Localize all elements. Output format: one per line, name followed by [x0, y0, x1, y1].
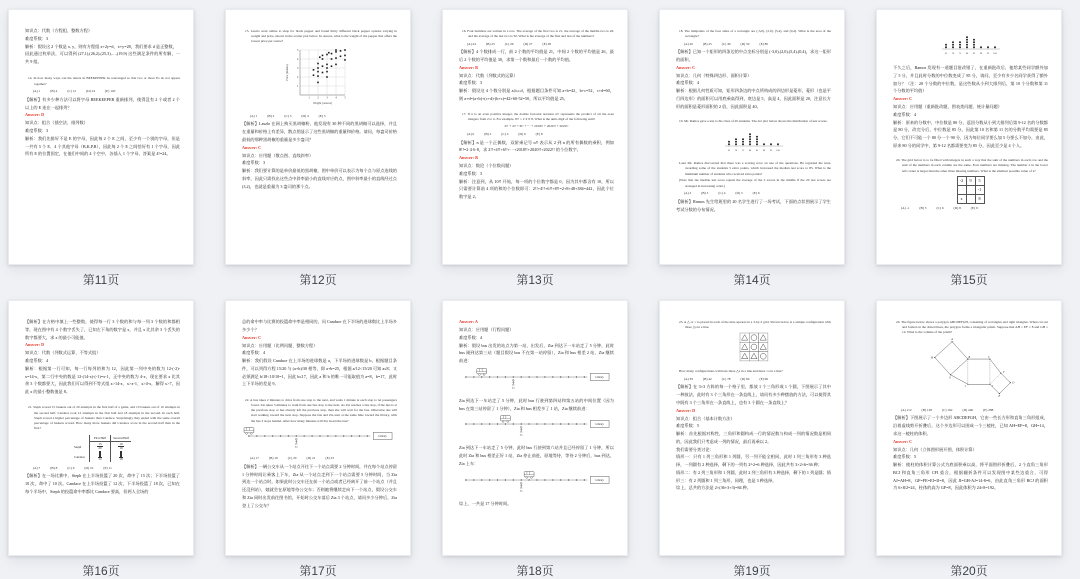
page-thumbnail[interactable]	[442, 9, 628, 287]
choice-option: (D) 8	[953, 206, 961, 211]
choice-option: (C) 4	[718, 191, 726, 196]
solution-text-line: 【解析】Ramos 先生给班里的 20 名学生进行了一场考试，下面的点状图展示了学生考试分数的分布情况。	[676, 198, 831, 212]
svg-text:D: D	[1011, 381, 1014, 385]
svg-text:4: 4	[334, 96, 337, 100]
page-label: 第15页	[950, 273, 988, 287]
answer-line: Answer: D	[25, 112, 45, 118]
page-thumbnail[interactable]	[659, 300, 845, 578]
choice-option: (C) 3	[284, 113, 292, 118]
solution-text-line: 解析：假设这 2 个数是 x, y，则有方程组 x+2y=d，x+y=28，我们要求 d 是正整数，	[25, 43, 177, 49]
solution-text-line: 知识点：代数（方程组、整数方程）	[25, 28, 93, 33]
solution-text-line: 难度系数：4	[893, 111, 917, 117]
solution-text-line: 【解析】在一场比赛中，Steph 在上半场投篮了 20 次，命中了 15 次；下半场投篮了 10 次，命中了 10 次。Candace 在上半场投篮了 12 次，下半场投篮了 18 次，已知在每个半场中，Steph 的投篮命中率都比 Candace 要高，但两人全场的	[25, 473, 180, 494]
figure-wrapper	[459, 470, 614, 498]
choices-row	[25, 466, 180, 470]
choice-option: (A) 17	[250, 456, 259, 461]
choice-option: (B) 19	[268, 456, 278, 461]
svg-text:Library: Library	[595, 423, 604, 427]
problem-text: 20. The grid below is to be filled with integers in such a way that the sum of the numbers in each row and the sum of the numbers in each column are the same. Four numbers are missing. The number x in the lower left corner is larger than the other three missing numbers. What is the smallest possible value of x?	[896, 158, 1048, 173]
solution-text-line: 情形一：只有 1 列三角形和 1 列圆，另一列不能全相同，此时 1 列三角形有 3 种选择，一列圆有 2 种选择，剩下的一列有 2³-2=6 种选择，因此共有 3×2×6=36 种；	[676, 454, 831, 468]
solution-text-line: 【解析】n 是一个正偶数，双阶乘记号 n!! 表示从 2 到 n 的所有偶数的乘积，例如 8!!=2·4·6·8，求 2!!+4!!+6!!+⋯+2018!!+2020!!+2022!! 的个位数字。	[459, 139, 614, 153]
solution-text-line: 知识点：代数（列数式的运算）	[459, 72, 518, 78]
solution-text-line: 知识点：几何（特殊四边形、面积计算）	[676, 72, 752, 78]
svg-text:75: 75	[958, 52, 961, 55]
choice-option: (C) 40	[721, 41, 731, 46]
svg-text:5: 5	[343, 96, 346, 100]
bus-icon	[244, 427, 254, 434]
grid-cell	[966, 194, 975, 203]
page-preview	[442, 9, 628, 265]
bus-route-figure	[462, 367, 612, 390]
choices-row	[459, 42, 614, 46]
solution-text-line: Zia 到达下一车站走了 5 分钟，此时 bus 行驶到第四站和第五站的中间位置（因为 bus 在第三站停留了 1 分钟），Zia 和 bus 相差多了 1 站，Zia 继续前进：	[459, 397, 614, 411]
choice-option: (B) 3	[701, 191, 709, 196]
solution-text-line: 难度系数：5	[676, 423, 700, 429]
grid-cell: 5	[975, 176, 984, 185]
dot-plot-figure	[722, 126, 786, 154]
page-preview	[8, 300, 194, 556]
choice-option: (C) 26	[504, 41, 514, 46]
spacer	[459, 103, 614, 111]
table-row	[74, 452, 131, 462]
choices-row	[676, 191, 831, 195]
choice-option: (C) 20	[287, 456, 297, 461]
problem-text: 23. A △ or ○ is placed in each of the nine squares in a 3-by-3 grid. Shown below is a sample configuration with three △s in a line.	[679, 319, 831, 329]
choice-option: (E) 96	[759, 376, 769, 381]
svg-text:1: 1	[307, 96, 310, 100]
page-preview	[442, 300, 628, 556]
choice-option: (D) 50	[740, 41, 750, 46]
svg-text:90: 90	[762, 149, 765, 152]
bus-route-figure	[462, 470, 612, 493]
choice-option: (C) 78	[721, 376, 731, 381]
choice-option: (E) 5	[318, 113, 326, 118]
grid-cell	[957, 185, 966, 194]
solution-text-line: 【解析】Laszlo 在网上购买黑胡椒粉，他发现有 30 种不同的黑胡椒可以选择，并且在重量和价格上有差异，散点图显示了这些黑胡椒的重量和价格。请问，每盎司价格最低的那种黑胡椒的重量是多少盎司？	[242, 121, 397, 142]
solution-text-line: 解析：注意到，从 10!! 开始，每一项的个位数字都是 0，因为其中都含有 10，所以只需要计算前 4 项的和的个位数即可：2!!+4!!+6!!+8!!=2+8+48+384=442，因此个位数字是 2。	[459, 178, 614, 200]
solution-text-line: 难度系数：3	[242, 160, 266, 166]
figure-wrapper	[242, 46, 397, 111]
svg-text:2: 2	[316, 96, 319, 100]
choice-option: (A) 24	[467, 41, 476, 46]
choice-option: (B) 2	[484, 132, 492, 137]
figure-wrapper	[676, 126, 831, 159]
choices-row	[25, 89, 180, 93]
answer-line: Answer: C	[893, 438, 913, 444]
choice-option: (C) 12	[67, 89, 77, 94]
choice-option: (A) 39	[684, 376, 693, 381]
choice-option: (C) 9	[67, 465, 75, 470]
page-preview	[659, 300, 845, 556]
solution-text-line: 总的命中率与比赛的投篮命中率是相同的，问 Candace 在下半场的进球数比上半场多多少个？	[242, 319, 397, 332]
column-header: Second Half	[110, 435, 131, 442]
page-label: 第20页	[950, 564, 988, 578]
solution-text-line: 知识点：应用题（行程问题）	[459, 326, 514, 332]
library-box	[590, 373, 609, 380]
answer-line: Answer: C	[242, 144, 262, 150]
choice-option: (A) 7	[33, 465, 41, 470]
solution-text-line: 解析：假设这 4 个数分别是 a,b,c,d，根据题目条件可知 a+b=42，b+c=52，c+d=60，则 a+d=(a+b)+(c+d)-(b+c)=42+60-52=50，所以平均值是 25。	[459, 88, 614, 101]
choice-option: (B) 5	[919, 206, 927, 211]
answer-line: Answer: D	[25, 342, 45, 348]
bus-route-figure	[462, 414, 612, 437]
choice-option: (B) 4	[50, 89, 58, 94]
solution-text-line: 知识点：几何（立体图形展开图、体积计算）	[893, 446, 977, 452]
prism-net-figure	[926, 337, 1016, 400]
svg-text:Library: Library	[595, 375, 604, 379]
solution-text-line: 知识点：组合（基本计数方法）	[676, 415, 735, 421]
library-box	[590, 421, 609, 428]
choice-option: (D) 10	[84, 465, 94, 470]
problem-text: 19. Mr. Ramos gave a test to his class of 20 students. The dot plot below shows the distribution of test scores.	[679, 118, 828, 123]
svg-text:70: 70	[951, 52, 954, 55]
solution-text-line: 难度系数：4	[242, 350, 266, 356]
solution-text-line: 情形二：有 2 列三角形和 1 列圆，此时 2 列三角形有 3 种选择，剩下的 1 列是圆；情形三：有 2 列圆和 1 列三角形，同理，也是 3 种选择。	[676, 469, 831, 483]
figure-wrapper	[893, 176, 1048, 204]
svg-text:70: 70	[734, 149, 737, 152]
svg-text:4: 4	[296, 58, 298, 62]
choice-option: (E) 9	[970, 206, 978, 211]
choice-option: (D) 27	[523, 41, 533, 46]
svg-text:Price (dollars): Price (dollars)	[284, 64, 289, 82]
page-label: 第11页	[82, 273, 120, 287]
svg-text:Zia: Zia	[294, 446, 298, 449]
fraction-cell: $\frac{15}{20}$	[89, 442, 110, 452]
page-label: 第16页	[82, 564, 120, 578]
bus-icon	[476, 368, 486, 375]
page-label: 第17页	[299, 564, 337, 578]
grid-cell: -1	[975, 185, 984, 194]
row-label: Candace	[74, 455, 85, 460]
solution-text-line: 解析：原来的分数中，中位数是 80 分，返回分数从小到大排列后第 9-12 名的分数都是 80 分，改完分后，中位数是 85 分，因此第 10 名和第 11 名的分数平均需要是 85 分，它们不可能一个 80 分一个 90 分，因为每位同学要么加 5 分要么不加分，由此，原来 80 分的同学中，第 9-12 名都需要变为 85 分，因此至少是 4 个人。	[893, 119, 1048, 148]
svg-text:3: 3	[325, 96, 328, 100]
svg-text:80: 80	[748, 149, 751, 152]
svg-text:Zia: Zia	[519, 490, 523, 493]
problem-text: 16. Four numbers are written in a row. The average of the first two is 21, the average of the middle two is 26, and the average of the last two is 30. What is the average of the first and last of the numbers?	[462, 28, 614, 38]
formula-line: 2!! + 4!! + 6!! + ⋯ + 2018!! + 2020!! + 2022!!	[504, 124, 569, 129]
figure-wrapper	[893, 337, 1048, 405]
choices-row	[893, 206, 1048, 210]
choice-option: (D) 21	[306, 456, 316, 461]
grid-cell: 8	[975, 194, 984, 203]
svg-text:85: 85	[972, 52, 975, 55]
column-header: First Half	[89, 435, 110, 442]
svg-text:95: 95	[986, 52, 989, 55]
svg-text:100: 100	[775, 149, 780, 152]
problem-text: 15. Laszlo went online to shop for black pepper and found thirty different black pepper options varying in weight and price, shown in the scatter plot below. In ounces, what is the weight of the pepper that offers the lowest price per ounce?	[245, 28, 397, 44]
choice-option: (C) 4	[501, 132, 509, 137]
solution-text-line: 知识点：组合（插空法、排列数）	[25, 120, 88, 126]
choices-row	[459, 132, 614, 136]
choice-option: (B) 25	[485, 41, 495, 46]
bus-icon	[524, 471, 534, 478]
choice-option: (A) 112	[901, 407, 912, 412]
walker-icon	[520, 427, 522, 433]
problem-text: 21. Steph scored 15 baskets out of 20 attempts in the first half of a game, and 10 baskets out of 10 attempts in the second half. Candace took 12 attempts in the first half and 18 attempts in the second. In each half, Steph scored a higher percentage of baskets than Candace. Surprisingly they ended with the same overall percentage of baskets scored. How many more baskets did Candace score in the second half than in the first?	[28, 405, 180, 431]
choice-option: (D) 24	[86, 89, 96, 94]
fraction-cell: 12	[89, 452, 110, 462]
choice-option: (E) 288	[983, 407, 994, 412]
svg-text:80: 80	[965, 52, 968, 55]
solution-text-line: 【解析】下图展示了一个多边形 ABCDEFGH，它由一些长方形和直角三角形组成，沿着虚线剪开折叠后，这个多边形可以围成一个三棱柱，已知 AH=EF=8，GH=14，求这一棱柱的体积。	[893, 415, 1048, 436]
solution-text-line: 不久之后，Ramos 发现有一道题目批改错了，在重新批改后，他给某些同学额外加了 5 分，并且此时分数的中位数变成了 85 分，请问，至少有多少名同学获得了额外加分？（注：20 个分数的中位数，是这些数从小到大排列后，第 10 个分数和第 11 个分数的平均值）	[893, 65, 1048, 94]
choice-option: (D) 84	[740, 376, 750, 381]
solution-text-line: 解析：我们假设 Candace 在上半场的进球数是 a，下半场的进球数是 b，根据题目条件，可以列得方程 15/20 与 (a+b)/30 相等，即 a+b=25，根据 a/12<15/20 可知 a≤8；又必须满足 b/18<10/10=1，因此 b≤17，因此 a 和 b 的唯一可能取值为 a=8，b=17，此时上下半场的差是 9。	[242, 358, 397, 387]
solution-text-line: 解析：我们先排好不是 E 的字母，因此每 2 个 E 之间，至少有一个别的字母，但是一共有 5 个 E、4 个其他字母（B,K,P,R），因此每 2 个 E 之间恰好有 1 个字母，因此所有 E 的位置固定，在他们中间的 4 个空中，各插入 1 个字母，答案是 4!=24。	[25, 135, 180, 157]
library-box	[590, 476, 609, 483]
problem-text: 17. If n is an even positive integer, the double factorial notation n!! represents the product of all the even integers from 2 to n. For example, 8!! = 2·4·6·8. What is the units digit of the following sum?	[462, 112, 614, 122]
figure-wrapper	[459, 414, 614, 442]
choices-row	[242, 114, 397, 118]
answer-line: Answer: C	[242, 334, 262, 340]
answer-line: Answer: D	[676, 407, 696, 413]
answer-line: Answer: B	[459, 64, 478, 70]
choice-option: (E) 23	[325, 456, 335, 461]
choice-option: (C) 6	[936, 206, 944, 211]
bus-route-figure	[245, 426, 395, 449]
solution-text-line: 【解析】在方格中填上一些整数，使得每一行 3 个数的和与每一列 3 个数的和都相等，现在图中有 4 个数字丢失了，已知左下角的数字是 x，并且 x 比其余 3 个丢失的数字都要大，求 x 的最小可能值。	[25, 319, 180, 340]
svg-text:F: F	[1002, 371, 1005, 375]
choice-option: (D) 6	[518, 132, 526, 137]
page-label: 第18页	[516, 564, 554, 578]
solution-text-line: 解析：首先根据对称性，三角形和圆构成一行的情况数与构成一列的情况数是相同的，因此我们只考虑成一列的情况，最后再乘以 2。	[676, 431, 831, 444]
answer-line: Answer: B	[459, 155, 478, 161]
fraction-cell: 18	[110, 452, 131, 462]
solution-text-line: 知识点：应用题（比例问题、整数方程）	[242, 342, 318, 348]
dot-plot-figure	[939, 29, 1003, 57]
choice-option: (B) 25	[702, 41, 712, 46]
answer-line: Answer: A	[459, 319, 478, 324]
figure-wrapper	[459, 367, 614, 395]
spacer	[25, 396, 180, 404]
problem-text: 22. A bus takes 2 minutes to drive from one stop to the next, and waits 1 minute at each stop to let passengers board. Zia takes 5 minutes to walk from one bus stop to the next. As Zia reaches a bus stop, if the bus is at the previous stop or has already left the previous stop, then she will wait for the bus. Otherwise she will start walking toward the next stop. Suppose the bus and Zia start at the same time toward the library, with the bus 3 stops behind. After how many minutes will Zia board the bus?	[245, 397, 397, 423]
svg-text:A: A	[950, 338, 953, 342]
page-thumbnail[interactable]	[8, 300, 194, 578]
walker-icon	[295, 438, 297, 444]
svg-text:65: 65	[944, 52, 947, 55]
page-preview	[876, 300, 1062, 556]
choice-option: (B) 2	[267, 113, 275, 118]
grid-cell: x	[957, 194, 966, 203]
svg-text:Zia: Zia	[511, 387, 515, 390]
choice-option: (A) 20	[684, 41, 693, 46]
choice-option: (E) 6	[752, 191, 760, 196]
figure-wrapper	[676, 332, 831, 367]
choice-option: (A) 1	[33, 89, 41, 94]
svg-text:B: B	[967, 356, 970, 360]
choice-option: (E) 8	[535, 132, 543, 137]
grid-cell: 9	[966, 176, 975, 185]
solution-text-line: 【解析】一辆公交车从一个站点开往下一个站点需要 2 分钟时间，并在每个站点停留 1 分钟时间让乘客上下车，Zia 从一个站点走到下一个站点需要 5 分钟时间，当 Zia 到达一个站点时，如果此时公交车还在前一个站点或者已经离开了前一个站点（并且还没到站），她就会在原地等待公交车；否则她将继续走向下一个站点，假设公交车和 Zia 同时出发前往图书馆，开始时公交车落后 Zia 3 个站点，请问多少分钟后，Zia 登上了公交车？	[242, 463, 397, 508]
svg-text:65: 65	[727, 149, 730, 152]
choice-option: (D) 4	[301, 113, 309, 118]
choice-option: (A) 0	[467, 132, 475, 137]
page-label: 第13页	[516, 273, 554, 287]
scatter-plot-figure	[283, 46, 357, 106]
page-label: 第14页	[733, 273, 771, 287]
page-label: 第12页	[299, 273, 337, 287]
solution-text-line: 解析：根据几何性质可知，矩形四条边的中点所构成的四边形是菱形，菱形（也是平行四边形）的面积可以用底乘高得到，底边是 5，高是 4，因此面积是 20，注意长方形的面积是菱形面积的 2 倍，因此面积是 40。	[676, 88, 831, 109]
svg-text:I: I	[991, 385, 993, 389]
choice-option: (E) 80	[759, 41, 769, 46]
svg-text:85: 85	[755, 149, 758, 152]
choices-row	[676, 377, 831, 381]
answer-line: Answer: C	[676, 64, 696, 70]
solution-text-line: 难度系数：3	[25, 128, 49, 134]
solution-text-line: 综上，一共是 17 分钟时间。	[459, 500, 512, 506]
solution-text-line: Zia 到达下一车站走了 5 分钟，此时 bus 行驶到第六站并且已经停留了 1 分钟，所以此时 Zia 和 bus 相差正好 1 站，Zia 停止前进，原地等待，等待 2 分钟后，bus 到达，Zia 上车：	[459, 445, 614, 466]
page-thumbnail[interactable]	[876, 9, 1062, 287]
svg-text:Library: Library	[595, 478, 604, 482]
choice-option: (B) 8	[50, 465, 58, 470]
choice-option: (B) 42	[702, 376, 712, 381]
svg-text:95: 95	[769, 149, 772, 152]
spacer	[676, 110, 831, 117]
choice-option: (D) 240	[962, 407, 974, 412]
problem-text: Later Mr. Ramos discovered that there was a scoring error on one of the questions. He regraded the tests, awarding some of the students 5 extra points, which increased the median test score to 85. What is the minimum number of students who received extra points?	[679, 161, 831, 176]
fraction-cell: $\frac{10}{10}$	[110, 442, 131, 452]
solution-text-line: 【解析】在 3×3 方阵的每一个格子里，都放 1 个三角形或 1 个圆，下图展示了其中一种放法，此时有 3 个三角形在一条直线上，请问有多少种摆放的方法，可以使得其中既有 3 个三角形在一条直线上，也有 3 个圆在一条直线上？	[676, 384, 831, 405]
page-preview	[225, 9, 411, 265]
row-label: Steph	[74, 444, 82, 449]
problem-text: How many configurations will have three △s in a line and three ○s in a line?	[679, 369, 783, 374]
solution-text-line: 难度系数：5	[893, 454, 917, 460]
table-row	[74, 442, 131, 452]
choices-row	[893, 408, 1048, 412]
spacer	[25, 66, 180, 75]
walker-icon	[520, 482, 522, 488]
solution-text-line: 难度系数：4	[676, 80, 700, 86]
bus-icon	[500, 416, 510, 423]
solution-text-line: 知识点：代数（列数式运算、不等式组）	[25, 350, 101, 356]
library-box	[373, 432, 392, 439]
page-thumbnail[interactable]	[876, 300, 1062, 578]
page-preview	[8, 9, 194, 265]
solution-text-line: 知识点：数论（个位数问题）	[459, 163, 514, 169]
choice-option: (A) 2	[684, 191, 692, 196]
solution-text-line: 难度系数：3	[25, 35, 49, 41]
figure-wrapper	[25, 434, 180, 464]
svg-text:G: G	[948, 376, 951, 380]
svg-text:C: C	[987, 356, 990, 360]
choice-option: (A) -1	[901, 206, 910, 211]
choice-option: (D) 5	[735, 191, 743, 196]
spacer	[242, 388, 397, 396]
spacer	[893, 150, 1048, 157]
choice-option: (A) 1	[250, 113, 258, 118]
choice-option: (E) 120	[105, 89, 116, 94]
problem-text: 18. The midpoints of the four sides of a rectangle are (-3,0), (2,0), (5,4), and (0,4). What is the area of the rectangle?	[679, 28, 831, 38]
solution-text-line: 【解析】4 个数排成一行，前 2 个数的平均值是 21，中间 2 个数的平均值是 26，最后 2 个数的平均值是 30，求第一个数和最后一个数的平均值。	[459, 49, 614, 62]
page-preview	[876, 9, 1062, 265]
page-preview	[225, 300, 411, 556]
solution-text-line: 综上，总共的方法是 2×(36+3+3)=84 种。	[676, 485, 752, 491]
figure-wrapper	[893, 29, 1048, 62]
solution-text-line: 解析：根据第一行可知，每一行每列的和为 12，因此第一列中央的数为 12-(-2)-x=14-x，第二行中央的数是 12-(14-x)-(-1)=x-1，正中央的数为 4-x，现在要求 x 比其余 3 个数都要大，因此我们可以得到不等式组 x>14-x、x>x-1、x>4-x，解得 x>7，因此 x 的最小整数值是 8。	[25, 365, 180, 395]
svg-text:90: 90	[979, 52, 982, 55]
solution-text-line: 因此通过枚举法，可以得到 (27,1),(26,2),(25,3),…,(19,9) 这些满足条件的所有解，一共 9 组。	[25, 51, 180, 65]
page-thumbnail[interactable]	[442, 300, 628, 578]
svg-text:3: 3	[296, 67, 298, 71]
grid-cell: -2	[957, 176, 966, 185]
svg-text:E: E	[998, 395, 1000, 399]
table-header-row	[74, 435, 131, 442]
choices-row	[242, 456, 397, 460]
choice-option: (E) 28	[542, 41, 552, 46]
solution-text-line: 难度系数：3	[459, 170, 483, 176]
figure-wrapper	[242, 426, 397, 454]
choice-option: (E) 11	[103, 465, 112, 470]
svg-text:100: 100	[992, 52, 997, 55]
number-grid-figure	[957, 176, 985, 204]
svg-text:75: 75	[741, 149, 744, 152]
solution-text-line: 我们需要分类讨论：	[676, 446, 714, 452]
choices-row	[676, 42, 831, 46]
problem-text: 14. In how many ways can the letters in BEEKEEPER be rearranged so that two or more Es do not appear together?	[28, 76, 180, 86]
svg-text:Zia: Zia	[519, 435, 523, 438]
solution-text-line: 知识点：应用题（重新批改题、图表类问题、统计量问题）	[893, 104, 1002, 110]
solution-text-line: 【解析】有多少种方法可以将字母 BEEKEEPER 重新排列，使得没有 2 个或者 2 个以上的 E 连在一起排列？	[25, 96, 180, 110]
svg-text:Weight (ounces): Weight (ounces)	[312, 101, 332, 106]
solution-text-line: 【解析】已知一个矩形的四条边的中点坐标分别是 (-3,0),(2,0),(5,4),(0,4)，求这一矩形的面积。	[676, 49, 831, 62]
solution-text-line: 知识点：应用题（散点图、直线斜率）	[242, 152, 314, 158]
grid-cell	[966, 185, 975, 194]
walker-icon	[512, 379, 514, 385]
solution-text-line: 解析：假设 bus 出发的站点为第一站，出发后，Zia 到达下一车站走了 5 分钟，此时 bus 刚到达第三站（题目假设 bus 不在第一站停留），Zia 和 bus 相差 2 站，Zia 继续前进：	[459, 342, 614, 364]
svg-text:J: J	[964, 385, 966, 389]
page-thumbnail[interactable]	[225, 300, 411, 578]
svg-text:5: 5	[296, 49, 298, 53]
page-thumbnail[interactable]	[8, 9, 194, 287]
choice-option: (B) 128	[921, 407, 932, 412]
page-thumbnail[interactable]	[659, 9, 845, 287]
svg-text:Library: Library	[378, 435, 387, 439]
solution-text-line: 解析：棱柱的体积计算公式为底面积乘以高，将平面图形折叠后，2 个直角三角形 BCJ 和直角三角形 CFI 重合，根据翻折条件可以发现图中某些边重合，可得 AJ=AH=8，GF=FE=EI=IJ=8，因此 JI=GH-AJ=14-8=6，由此直角三角形 BCJ 的面积为 6×8/2=24，柱体的高为 GF=8，因此体积为 24×8=192。	[893, 462, 1048, 491]
problem-text: 24. The figure below shows a polygon ABCDEFGH, consisting of rectangles and right triangles. When cut out and folded on the dotted lines, the polygon forms a triangular prism. Suppose that AH = EF = 8 and GH = 14. What is the volume of the prism?	[896, 319, 1048, 335]
triangle-circle-grid-figure	[739, 332, 769, 362]
solution-text-line: 难度系数：4	[459, 334, 483, 340]
answer-line: Answer: C	[893, 96, 913, 102]
solution-text-line: 解析：我们要计算的是单价最低的黑胡椒，图中单价可以表示为每个点与原点连线的斜率，因此只需找出这些点中斜率最小的直线对应的点，图中斜率最小的直线经过点 (3,2)，也就是重量为 3 盎司的那个点。	[242, 168, 397, 189]
solution-text-line: 难度系数：3	[459, 80, 483, 86]
page-label: 第19页	[733, 564, 771, 578]
svg-text:H: H	[930, 356, 933, 360]
problem-text: (Note that the median test score equals the average of the 2 scores in the middle if the 20 test scores are arranged in increasing order.)	[679, 178, 831, 188]
svg-text:1: 1	[296, 85, 298, 89]
page-preview	[659, 9, 845, 265]
choice-option: (C) 192	[941, 407, 953, 412]
solution-text-line: 难度系数：4	[25, 358, 49, 364]
page-thumbnail[interactable]	[225, 9, 411, 287]
svg-text:2: 2	[296, 76, 298, 80]
basketball-table-figure	[74, 435, 131, 463]
